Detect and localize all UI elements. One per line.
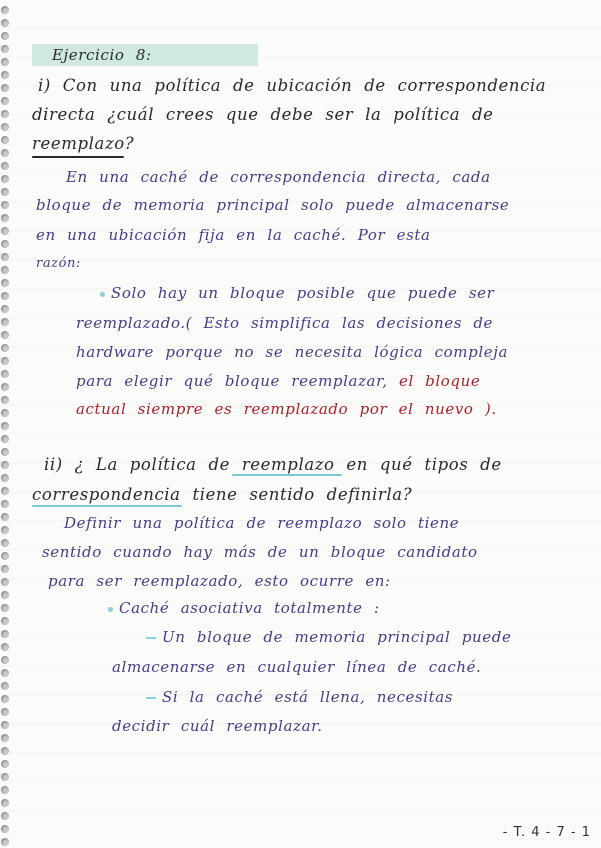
- spiral-hole: [1, 487, 9, 495]
- spiral-hole: [1, 266, 9, 274]
- spiral-hole: [1, 578, 9, 586]
- answer1-bullet-text1: Solo hay un bloque posible que puede ser: [111, 284, 495, 302]
- answer1-bullet-line4-purple: para elegir qué bloque reemplazar,: [76, 372, 388, 390]
- answer2-sub2-line2: decidir cuál reemplazar.: [112, 717, 323, 735]
- spiral-hole: [1, 136, 9, 144]
- spiral-hole: [1, 201, 9, 209]
- spiral-hole: [1, 318, 9, 326]
- spiral-hole: [1, 604, 9, 612]
- spiral-hole: [1, 825, 9, 833]
- answer1-line2: bloque de memoria principal solo puede almacenarse: [36, 196, 510, 214]
- spiral-hole: [1, 552, 9, 560]
- spiral-hole: [1, 747, 9, 755]
- question2-line1: ii) ¿ La política de reemplazo en qué tipos de: [44, 455, 502, 474]
- spiral-hole: [1, 513, 9, 521]
- answer2-line2: sentido cuando hay más de un bloque candidato: [42, 543, 478, 561]
- spiral-hole: [1, 812, 9, 820]
- spiral-hole: [1, 461, 9, 469]
- spiral-hole: [1, 32, 9, 40]
- answer2-bullet-label: Caché asociativa totalmente :: [119, 599, 380, 617]
- spiral-hole: [1, 162, 9, 170]
- spiral-hole: [1, 370, 9, 378]
- bullet-dot-icon: [108, 607, 113, 612]
- exercise-title: Ejercicio 8:: [52, 46, 152, 64]
- answer2-line1: Definir una política de reemplazo solo tiene: [64, 514, 460, 532]
- spiral-hole: [1, 708, 9, 716]
- answer1-line3: en una ubicación fija en la caché. Por esta: [36, 226, 431, 244]
- spiral-hole: [1, 305, 9, 313]
- answer2-line3: para ser reemplazado, esto ocurre en:: [48, 572, 391, 590]
- spiral-hole: [1, 799, 9, 807]
- spiral-hole: [1, 721, 9, 729]
- spiral-hole: [1, 682, 9, 690]
- spiral-hole: [1, 97, 9, 105]
- bullet-dot-icon: [100, 292, 105, 297]
- spiral-hole: [1, 396, 9, 404]
- spiral-holes: [0, 0, 14, 848]
- dash-icon: [146, 637, 156, 639]
- spiral-hole: [1, 383, 9, 391]
- question1-line1: i) Con una política de ubicación de correspondencia: [38, 76, 547, 95]
- spiral-hole: [1, 331, 9, 339]
- spiral-hole: [1, 500, 9, 508]
- spiral-hole: [1, 344, 9, 352]
- spiral-hole: [1, 123, 9, 131]
- question1-underline: [32, 156, 124, 158]
- spiral-hole: [1, 539, 9, 547]
- spiral-hole: [1, 786, 9, 794]
- answer1-bullet-line1: [100, 284, 494, 302]
- spiral-hole: [1, 84, 9, 92]
- spiral-hole: [1, 58, 9, 66]
- answer2-sub1-text1: Un bloque de memoria principal puede: [162, 628, 512, 646]
- page-footer: - T. 4 - 7 - 1: [502, 825, 591, 840]
- spiral-hole: [1, 773, 9, 781]
- answer1-line1: En una caché de correspondencia directa, cada: [66, 168, 491, 186]
- spiral-hole: [1, 175, 9, 183]
- spiral-hole: [1, 279, 9, 287]
- spiral-hole: [1, 695, 9, 703]
- spiral-hole: [1, 669, 9, 677]
- answer2-bullet: [108, 599, 380, 617]
- question1-line3: reemplazo?: [32, 134, 135, 153]
- answer2-sub1-line2: almacenarse en cualquier línea de caché.: [112, 658, 482, 676]
- spiral-hole: [1, 253, 9, 261]
- spiral-hole: [1, 643, 9, 651]
- answer1-bullet-line4-red: el bloque: [387, 372, 481, 390]
- spiral-hole: [1, 188, 9, 196]
- spiral-hole: [1, 292, 9, 300]
- spiral-hole: [1, 19, 9, 27]
- question1-line2: directa ¿cuál crees que debe ser la política de: [32, 105, 494, 124]
- spiral-hole: [1, 409, 9, 417]
- dash-icon: [146, 697, 156, 699]
- spiral-hole: [1, 149, 9, 157]
- spiral-hole: [1, 474, 9, 482]
- spiral-hole: [1, 435, 9, 443]
- spiral-hole: [1, 357, 9, 365]
- question2-underline1: [232, 474, 342, 476]
- spiral-hole: [1, 734, 9, 742]
- spiral-hole: [1, 565, 9, 573]
- spiral-hole: [1, 71, 9, 79]
- spiral-hole: [1, 656, 9, 664]
- answer1-bullet-line2: reemplazado.( Esto simplifica las decisiones de: [76, 314, 494, 332]
- spiral-hole: [1, 760, 9, 768]
- spiral-hole: [1, 240, 9, 248]
- answer1-bullet-line4: [76, 372, 480, 390]
- question2-line2: correspondencia tiene sentido definirla?: [32, 485, 413, 504]
- spiral-hole: [1, 227, 9, 235]
- answer1-bullet-line5: actual siempre es reemplazado por el nuevo ).: [76, 400, 497, 418]
- spiral-hole: [1, 526, 9, 534]
- answer2-sub2-text1: Si la caché está llena, necesitas: [162, 688, 454, 706]
- spiral-hole: [1, 617, 9, 625]
- spiral-hole: [1, 214, 9, 222]
- spiral-hole: [1, 45, 9, 53]
- answer1-line4: razón:: [36, 256, 81, 271]
- spiral-hole: [1, 110, 9, 118]
- spiral-hole: [1, 448, 9, 456]
- answer1-bullet-line3: hardware porque no se necesita lógica compleja: [76, 343, 509, 361]
- spiral-hole: [1, 422, 9, 430]
- spiral-hole: [1, 838, 9, 846]
- spiral-hole: [1, 630, 9, 638]
- spiral-hole: [1, 591, 9, 599]
- answer2-sub1-line1: [146, 628, 511, 646]
- spiral-hole: [1, 6, 9, 14]
- question2-underline2: [32, 505, 182, 507]
- answer2-sub2-line1: [146, 688, 453, 706]
